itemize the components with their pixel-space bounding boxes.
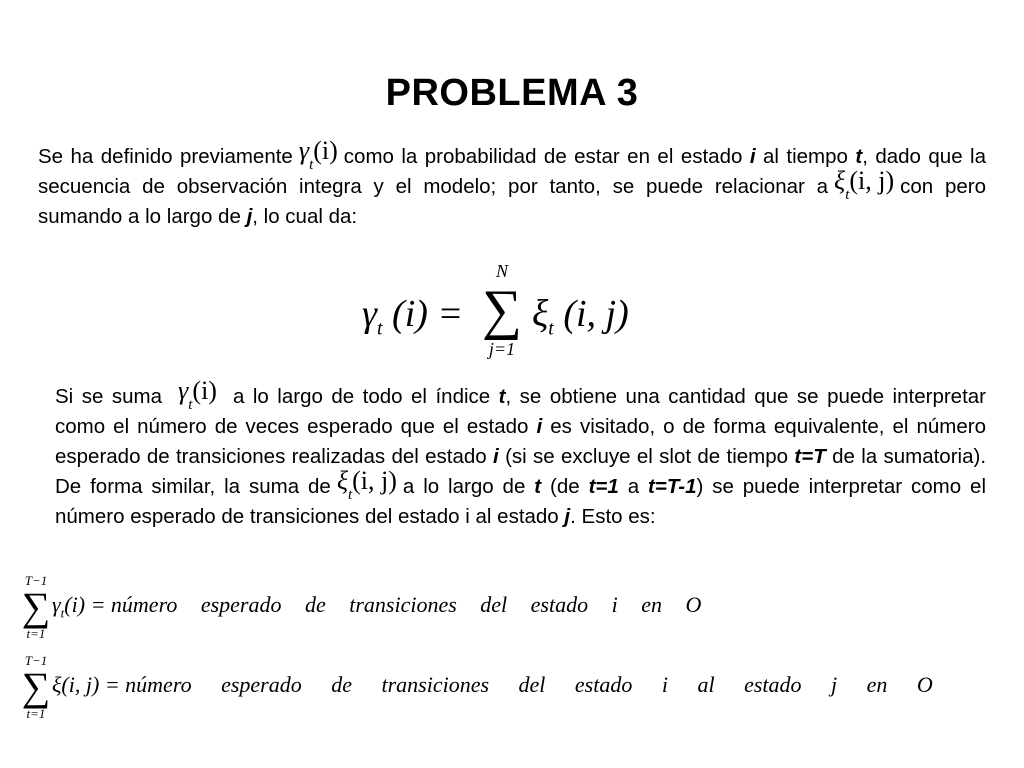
summation-operator — [18, 654, 54, 720]
xi-inline — [834, 166, 895, 204]
text-run: como la probabilidad de estar en el estado — [343, 145, 743, 168]
xi-symbol: ξ — [532, 293, 549, 335]
equation-text: número esperado de transiciones del estado i al estado j en O — [125, 672, 933, 697]
gamma-term — [52, 592, 111, 621]
var-t: t — [855, 145, 863, 168]
xi-symbol: ξ — [52, 672, 62, 697]
gamma-symbol: γ — [52, 592, 61, 617]
text-run: , se obtiene una cantidad que se puede interpretar como el número de veces esperado que el estado — [55, 385, 986, 438]
arg-ij: (i, j) — [352, 466, 397, 495]
xi-inline — [336, 466, 397, 504]
sum-upper-limit: T−1 — [24, 573, 48, 588]
text-run: a lo largo de todo el índice — [232, 385, 491, 408]
equation-body — [52, 672, 933, 698]
var-t: t — [534, 475, 542, 498]
t-equals-1: t=1 — [588, 475, 619, 498]
text-run: Se ha definido previamente — [38, 145, 293, 168]
sum-upper-limit: T−1 — [24, 653, 48, 668]
sub-t: t — [548, 317, 554, 340]
equals-sign: = — [437, 293, 464, 335]
var-i: i — [749, 145, 756, 168]
var-t: t — [498, 385, 506, 408]
text-run: Si se suma — [55, 385, 162, 408]
summation-operator — [477, 262, 527, 358]
var-i: i — [536, 415, 543, 438]
equation-body — [52, 592, 701, 621]
gamma-inline — [298, 136, 338, 174]
xi-term — [52, 672, 125, 697]
equation-rhs — [532, 292, 629, 341]
sigma-symbol: ∑ — [21, 664, 51, 709]
sub-t: t — [60, 605, 65, 621]
text-run: a lo largo de — [402, 475, 526, 498]
sum-lower-limit: t=1 — [26, 626, 46, 641]
t-equals-T: t=T — [794, 445, 826, 468]
arg-i: (i) — [64, 592, 86, 617]
gamma-symbol: γ — [362, 293, 377, 335]
explanation-paragraph — [55, 376, 987, 532]
text-run: de la sumatoria). De forma similar, la suma de — [55, 445, 987, 498]
sum-lower-limit: j=1 — [488, 339, 516, 359]
sub-t: t — [845, 187, 850, 204]
text-run: al tiempo — [762, 145, 848, 168]
text-run: . Esto es: — [570, 505, 656, 528]
equation-xi-sum — [18, 654, 1008, 726]
text-run: con pero sumando a lo largo de — [38, 175, 987, 228]
gamma-inline — [177, 376, 217, 414]
main-equation — [362, 262, 662, 368]
arg-ij: (i, j) — [849, 166, 895, 195]
arg-i: (i) — [192, 376, 217, 405]
text-run: ) se puede interpretar como el número esperado de transiciones del estado i al estado — [55, 475, 987, 528]
arg-ij: (i, j) — [61, 672, 100, 697]
xi-symbol: ξ — [336, 466, 348, 495]
page-title: PROBLEMA 3 — [385, 72, 639, 114]
var-j: j — [564, 505, 571, 528]
text-run: , dado que la secuencia de observación integra y el modelo; por tanto, se puede relacionar a — [38, 145, 986, 198]
gamma-symbol: γ — [298, 136, 310, 165]
sub-t: t — [376, 317, 383, 340]
equation-text: número esperado de transiciones del estado i en O — [110, 592, 702, 617]
t-equals-T-minus-1: t=T-1 — [648, 475, 697, 498]
intro-paragraph — [38, 136, 987, 232]
xi-symbol: ξ — [834, 166, 846, 195]
sum-upper-limit: N — [495, 261, 508, 281]
equation-lhs — [362, 292, 463, 341]
sub-t: t — [309, 157, 314, 174]
sub-t: t — [188, 397, 193, 414]
var-j: j — [246, 205, 253, 228]
text-run: (si se excluye el slot de tiempo — [505, 445, 789, 468]
sigma-symbol: ∑ — [21, 584, 51, 629]
var-i: i — [493, 445, 499, 468]
equation-gamma-sum — [18, 574, 1008, 646]
equals-sign: = — [104, 672, 120, 697]
text-run: a — [627, 475, 640, 498]
summation-operator — [18, 574, 54, 640]
text-run: (de — [550, 475, 580, 498]
sub-t: t — [347, 487, 353, 504]
arg-ij: (i, j) — [563, 293, 629, 335]
equals-sign: = — [90, 592, 106, 617]
arg-i: (i) — [392, 293, 428, 335]
gamma-symbol: γ — [177, 376, 189, 405]
text-run: , lo cual da: — [252, 205, 358, 228]
arg-i: (i) — [313, 136, 338, 165]
sigma-symbol: ∑ — [482, 279, 522, 341]
sum-lower-limit: t=1 — [26, 706, 46, 721]
text-run: es visitado, o de forma equivalente, el número esperado de transiciones realizadas del estado — [55, 415, 986, 468]
